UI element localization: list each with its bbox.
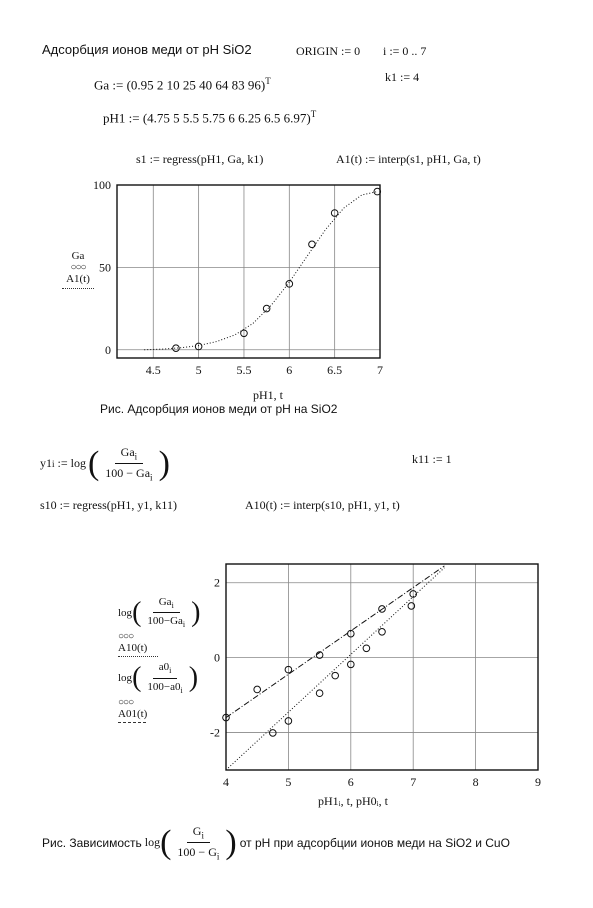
x-tick-label: 6 — [286, 363, 293, 377]
chart2-caption: Рис. Зависимость log ( $\frac{G_i}{100 - G_i}$ ) от pH при адсорбции ионов меди на SiO2 и CuO — [42, 823, 510, 862]
ga-def: Ga := (0.95 2 10 25 40 64 83 96) — [94, 77, 266, 93]
chart2 — [200, 558, 550, 793]
chart2-grid — [226, 564, 538, 770]
caption2-prefix: Рис. Зависимость — [42, 835, 142, 850]
x-tick-label: 8 — [472, 775, 479, 789]
caption2-den: 100 − G — [177, 845, 217, 860]
legend2-log2: log — [118, 672, 133, 685]
a1-def: A1(t) := interp(s1, pH1, Ga, t) — [336, 152, 481, 166]
chart1-x-label: pH1, t — [253, 388, 283, 402]
legend-ga: Ga — [71, 250, 85, 262]
a10-def: A10(t) := interp(s10, pH1, y1, t) — [245, 498, 400, 512]
x-tick-label: 7 — [377, 363, 383, 377]
y-tick-label: 0 — [214, 650, 220, 665]
data-point — [254, 686, 261, 693]
caption2-num: G — [192, 824, 202, 838]
chart2-legend — [118, 596, 200, 723]
chart1-tick-labels — [93, 178, 383, 377]
chart1-grid — [117, 185, 380, 358]
s10-def: s10 := regress(pH1, y1, k11) — [40, 498, 177, 512]
chart1 — [80, 175, 400, 400]
legend2-num1: Ga — [158, 596, 172, 608]
data-point — [316, 690, 323, 697]
legend2-num1-sub: i — [171, 601, 174, 611]
y-tick-label: -2 — [210, 725, 220, 740]
data-point — [263, 305, 270, 312]
transpose-mark: T — [265, 76, 271, 86]
legend2-a01: A01(t) — [118, 707, 148, 720]
plot-frame — [117, 185, 380, 358]
ph-def: pH1 := (4.75 5 5.5 5.75 6 6.25 6.5 6.97) — [103, 110, 311, 126]
legend2-den1-sub: i — [182, 620, 186, 630]
chart2-points — [223, 591, 417, 737]
plot-frame — [226, 564, 538, 770]
legend2-log1: log — [118, 606, 133, 619]
legend2-marker1: ○○○ — [118, 631, 134, 643]
y1-sub: i — [52, 458, 55, 469]
x-tick-label: 5 — [285, 775, 292, 789]
legend2-num2: a0 — [158, 661, 170, 674]
caption2-log: log — [144, 835, 161, 850]
x-tick-label: 6 — [347, 775, 354, 789]
chart1-points — [173, 188, 381, 351]
legend2-a10: A10(t) — [118, 642, 148, 655]
transpose-mark-2: T — [310, 109, 317, 119]
y1-num: Ga — [120, 445, 135, 459]
y-tick-label: 50 — [99, 260, 111, 275]
document-title: Адсорбция ионов меди от pH SiO2 — [42, 42, 252, 57]
caption2-den-sub: i — [216, 851, 220, 862]
y1-definition — [40, 445, 170, 483]
legend2-formula1: log ( $\frac{Ga_i}{100-Ga_i}$ ) — [118, 596, 201, 630]
ga-def-line — [94, 76, 271, 93]
k1-def: k1 := 4 — [385, 70, 420, 84]
legend2-den2: 100−a0 — [147, 680, 181, 693]
data-point — [363, 645, 370, 652]
x-tick-label: 4 — [223, 775, 229, 789]
series-line — [226, 568, 444, 770]
x-tick-label: 9 — [535, 775, 541, 789]
legend-marker-circles: ○○○ — [70, 262, 86, 273]
x-tick-label: 6.5 — [327, 363, 343, 377]
legend2-formula2: log ( $\frac{a0_i}{100-a0_i}$ ) — [118, 661, 199, 695]
y1-fraction — [99, 445, 158, 483]
paren-open: ( — [87, 444, 100, 482]
data-point — [379, 628, 386, 635]
legend2-num2-sub: i — [169, 666, 172, 676]
y1-num-sub: i — [134, 451, 138, 462]
data-point — [309, 241, 316, 248]
x-tick-label: 7 — [410, 775, 417, 789]
paren-close: ) — [158, 444, 170, 482]
y-tick-label: 2 — [214, 575, 220, 590]
range-def: i := 0 .. 7 — [383, 44, 427, 58]
y1-den-sub: i — [150, 472, 153, 483]
ph-def-line — [103, 109, 316, 126]
y1-lhs: y1 — [40, 456, 52, 471]
legend2-den2-sub: i — [180, 685, 183, 695]
legend2-dashdot-line — [118, 722, 146, 723]
origin-def: ORIGIN := 0 — [296, 44, 361, 58]
caption2-suffix: от pH при адсорбции ионов меди на SiO2 и CuO — [239, 835, 510, 850]
chart2-tick-labels — [210, 576, 541, 789]
y1-den: 100 − Ga — [105, 466, 151, 481]
data-point — [173, 345, 180, 352]
chart1-frame — [117, 185, 380, 358]
y-tick-label: 0 — [105, 342, 111, 357]
x-tick-label: 5 — [195, 363, 202, 377]
x-tick-label: 4.5 — [145, 363, 161, 377]
chart1-caption: Рис. Адсорбция ионов меди от pH на SiO2 — [100, 402, 338, 416]
chart2-x-label: pH1ᵢ, t, pH0ᵢ, t — [318, 794, 388, 808]
k11-def: k11 := 1 — [412, 452, 452, 466]
chart1-lines — [144, 192, 377, 350]
caption2-num-sub: i — [201, 830, 204, 841]
legend2-dotted-line — [118, 656, 158, 657]
data-point — [332, 672, 339, 679]
y-tick-label: 100 — [93, 178, 111, 192]
x-tick-label: 5.5 — [236, 363, 252, 377]
legend2-marker2: ○○○ — [118, 696, 134, 708]
legend2-den1: 100−Ga — [147, 615, 183, 628]
chart2-frame — [226, 564, 538, 770]
y1-log: := log — [57, 456, 86, 471]
legend-a1: A1(t) — [66, 273, 90, 285]
series-line — [226, 566, 444, 718]
s1-def: s1 := regress(pH1, Ga, k1) — [136, 152, 264, 166]
series-line — [144, 192, 377, 350]
data-point — [408, 603, 415, 610]
